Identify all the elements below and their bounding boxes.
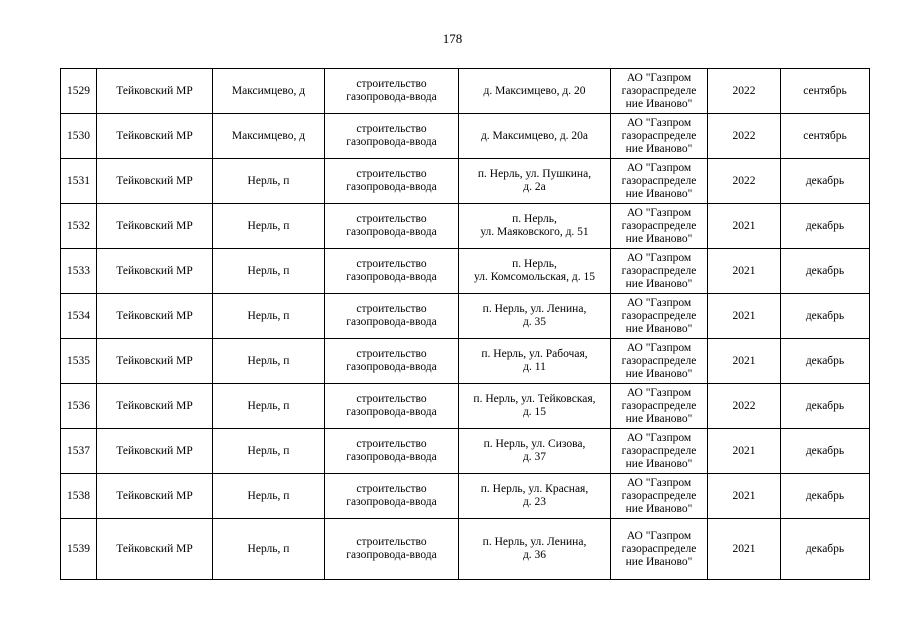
address-cell: п. Нерль, ул. Пушкина, д. 2а: [459, 159, 611, 204]
table-row: [61, 384, 870, 429]
year-cell: 2021: [708, 519, 781, 580]
year-cell: 2021: [708, 474, 781, 519]
work-type-cell: строительство газопровода-ввода: [325, 249, 459, 294]
organization-cell: АО "Газпром газораспределе ние Иваново": [611, 69, 708, 114]
row-number: 1535: [61, 339, 97, 384]
address-cell: п. Нерль, ул. Комсомольская, д. 15: [459, 249, 611, 294]
locality-cell: Максимцево, д: [213, 114, 325, 159]
table-row: [61, 204, 870, 249]
row-number: 1538: [61, 474, 97, 519]
year-cell: 2021: [708, 249, 781, 294]
locality-cell: Нерль, п: [213, 249, 325, 294]
organization-cell: АО "Газпром газораспределе ние Иваново": [611, 384, 708, 429]
page-number: 178: [442, 31, 463, 46]
year-cell: 2022: [708, 69, 781, 114]
address-cell: п. Нерль, ул. Тейковская, д. 15: [459, 384, 611, 429]
work-type-cell: строительство газопровода-ввода: [325, 519, 459, 580]
locality-cell: Нерль, п: [213, 294, 325, 339]
address-cell: п. Нерль, ул. Рабочая, д. 11: [459, 339, 611, 384]
month-cell: декабрь: [781, 294, 870, 339]
district-cell: Тейковский МР: [97, 339, 213, 384]
district-cell: Тейковский МР: [97, 384, 213, 429]
locality-cell: Нерль, п: [213, 159, 325, 204]
organization-cell: АО "Газпром газораспределе ние Иваново": [611, 159, 708, 204]
district-cell: Тейковский МР: [97, 69, 213, 114]
year-cell: 2021: [708, 294, 781, 339]
organization-cell: АО "Газпром газораспределе ние Иваново": [611, 519, 708, 580]
locality-cell: Нерль, п: [213, 204, 325, 249]
table-row: [61, 159, 870, 204]
locality-cell: Нерль, п: [213, 519, 325, 580]
month-cell: декабрь: [781, 249, 870, 294]
table-row: [61, 429, 870, 474]
row-number: 1532: [61, 204, 97, 249]
year-cell: 2022: [708, 114, 781, 159]
address-cell: п. Нерль, ул. Сизова, д. 37: [459, 429, 611, 474]
organization-cell: АО "Газпром газораспределе ние Иваново": [611, 474, 708, 519]
table-body: [61, 69, 870, 580]
year-cell: 2022: [708, 384, 781, 429]
organization-cell: АО "Газпром газораспределе ние Иваново": [611, 249, 708, 294]
locality-cell: Нерль, п: [213, 474, 325, 519]
locality-cell: Нерль, п: [213, 429, 325, 474]
organization-cell: АО "Газпром газораспределе ние Иваново": [611, 339, 708, 384]
district-cell: Тейковский МР: [97, 474, 213, 519]
district-cell: Тейковский МР: [97, 294, 213, 339]
table-row: [61, 339, 870, 384]
table-row: [61, 474, 870, 519]
month-cell: декабрь: [781, 519, 870, 580]
gasification-table: [60, 68, 870, 580]
work-type-cell: строительство газопровода-ввода: [325, 474, 459, 519]
address-cell: п. Нерль, ул. Красная, д. 23: [459, 474, 611, 519]
row-number: 1537: [61, 429, 97, 474]
district-cell: Тейковский МР: [97, 114, 213, 159]
table-row: [61, 519, 870, 580]
address-cell: п. Нерль, ул. Ленина, д. 36: [459, 519, 611, 580]
organization-cell: АО "Газпром газораспределе ние Иваново": [611, 114, 708, 159]
organization-cell: АО "Газпром газораспределе ние Иваново": [611, 294, 708, 339]
row-number: 1531: [61, 159, 97, 204]
address-cell: д. Максимцево, д. 20а: [459, 114, 611, 159]
month-cell: сентябрь: [781, 69, 870, 114]
month-cell: сентябрь: [781, 114, 870, 159]
month-cell: декабрь: [781, 474, 870, 519]
work-type-cell: строительство газопровода-ввода: [325, 339, 459, 384]
table-row: [61, 114, 870, 159]
year-cell: 2021: [708, 204, 781, 249]
month-cell: декабрь: [781, 204, 870, 249]
year-cell: 2021: [708, 429, 781, 474]
month-cell: декабрь: [781, 159, 870, 204]
work-type-cell: строительство газопровода-ввода: [325, 159, 459, 204]
table-row: [61, 294, 870, 339]
address-cell: п. Нерль, ул. Маяковского, д. 51: [459, 204, 611, 249]
year-cell: 2021: [708, 339, 781, 384]
district-cell: Тейковский МР: [97, 429, 213, 474]
district-cell: Тейковский МР: [97, 249, 213, 294]
work-type-cell: строительство газопровода-ввода: [325, 69, 459, 114]
table-row: [61, 249, 870, 294]
locality-cell: Нерль, п: [213, 339, 325, 384]
month-cell: декабрь: [781, 429, 870, 474]
row-number: 1534: [61, 294, 97, 339]
work-type-cell: строительство газопровода-ввода: [325, 294, 459, 339]
work-type-cell: строительство газопровода-ввода: [325, 384, 459, 429]
work-type-cell: строительство газопровода-ввода: [325, 429, 459, 474]
district-cell: Тейковский МР: [97, 519, 213, 580]
month-cell: декабрь: [781, 384, 870, 429]
row-number: 1529: [61, 69, 97, 114]
table-row: [61, 69, 870, 114]
row-number: 1530: [61, 114, 97, 159]
row-number: 1539: [61, 519, 97, 580]
work-type-cell: строительство газопровода-ввода: [325, 204, 459, 249]
address-cell: д. Максимцево, д. 20: [459, 69, 611, 114]
month-cell: декабрь: [781, 339, 870, 384]
row-number: 1536: [61, 384, 97, 429]
address-cell: п. Нерль, ул. Ленина, д. 35: [459, 294, 611, 339]
year-cell: 2022: [708, 159, 781, 204]
row-number: 1533: [61, 249, 97, 294]
organization-cell: АО "Газпром газораспределе ние Иваново": [611, 204, 708, 249]
district-cell: Тейковский МР: [97, 204, 213, 249]
work-type-cell: строительство газопровода-ввода: [325, 114, 459, 159]
district-cell: Тейковский МР: [97, 159, 213, 204]
organization-cell: АО "Газпром газораспределе ние Иваново": [611, 429, 708, 474]
locality-cell: Максимцево, д: [213, 69, 325, 114]
locality-cell: Нерль, п: [213, 384, 325, 429]
